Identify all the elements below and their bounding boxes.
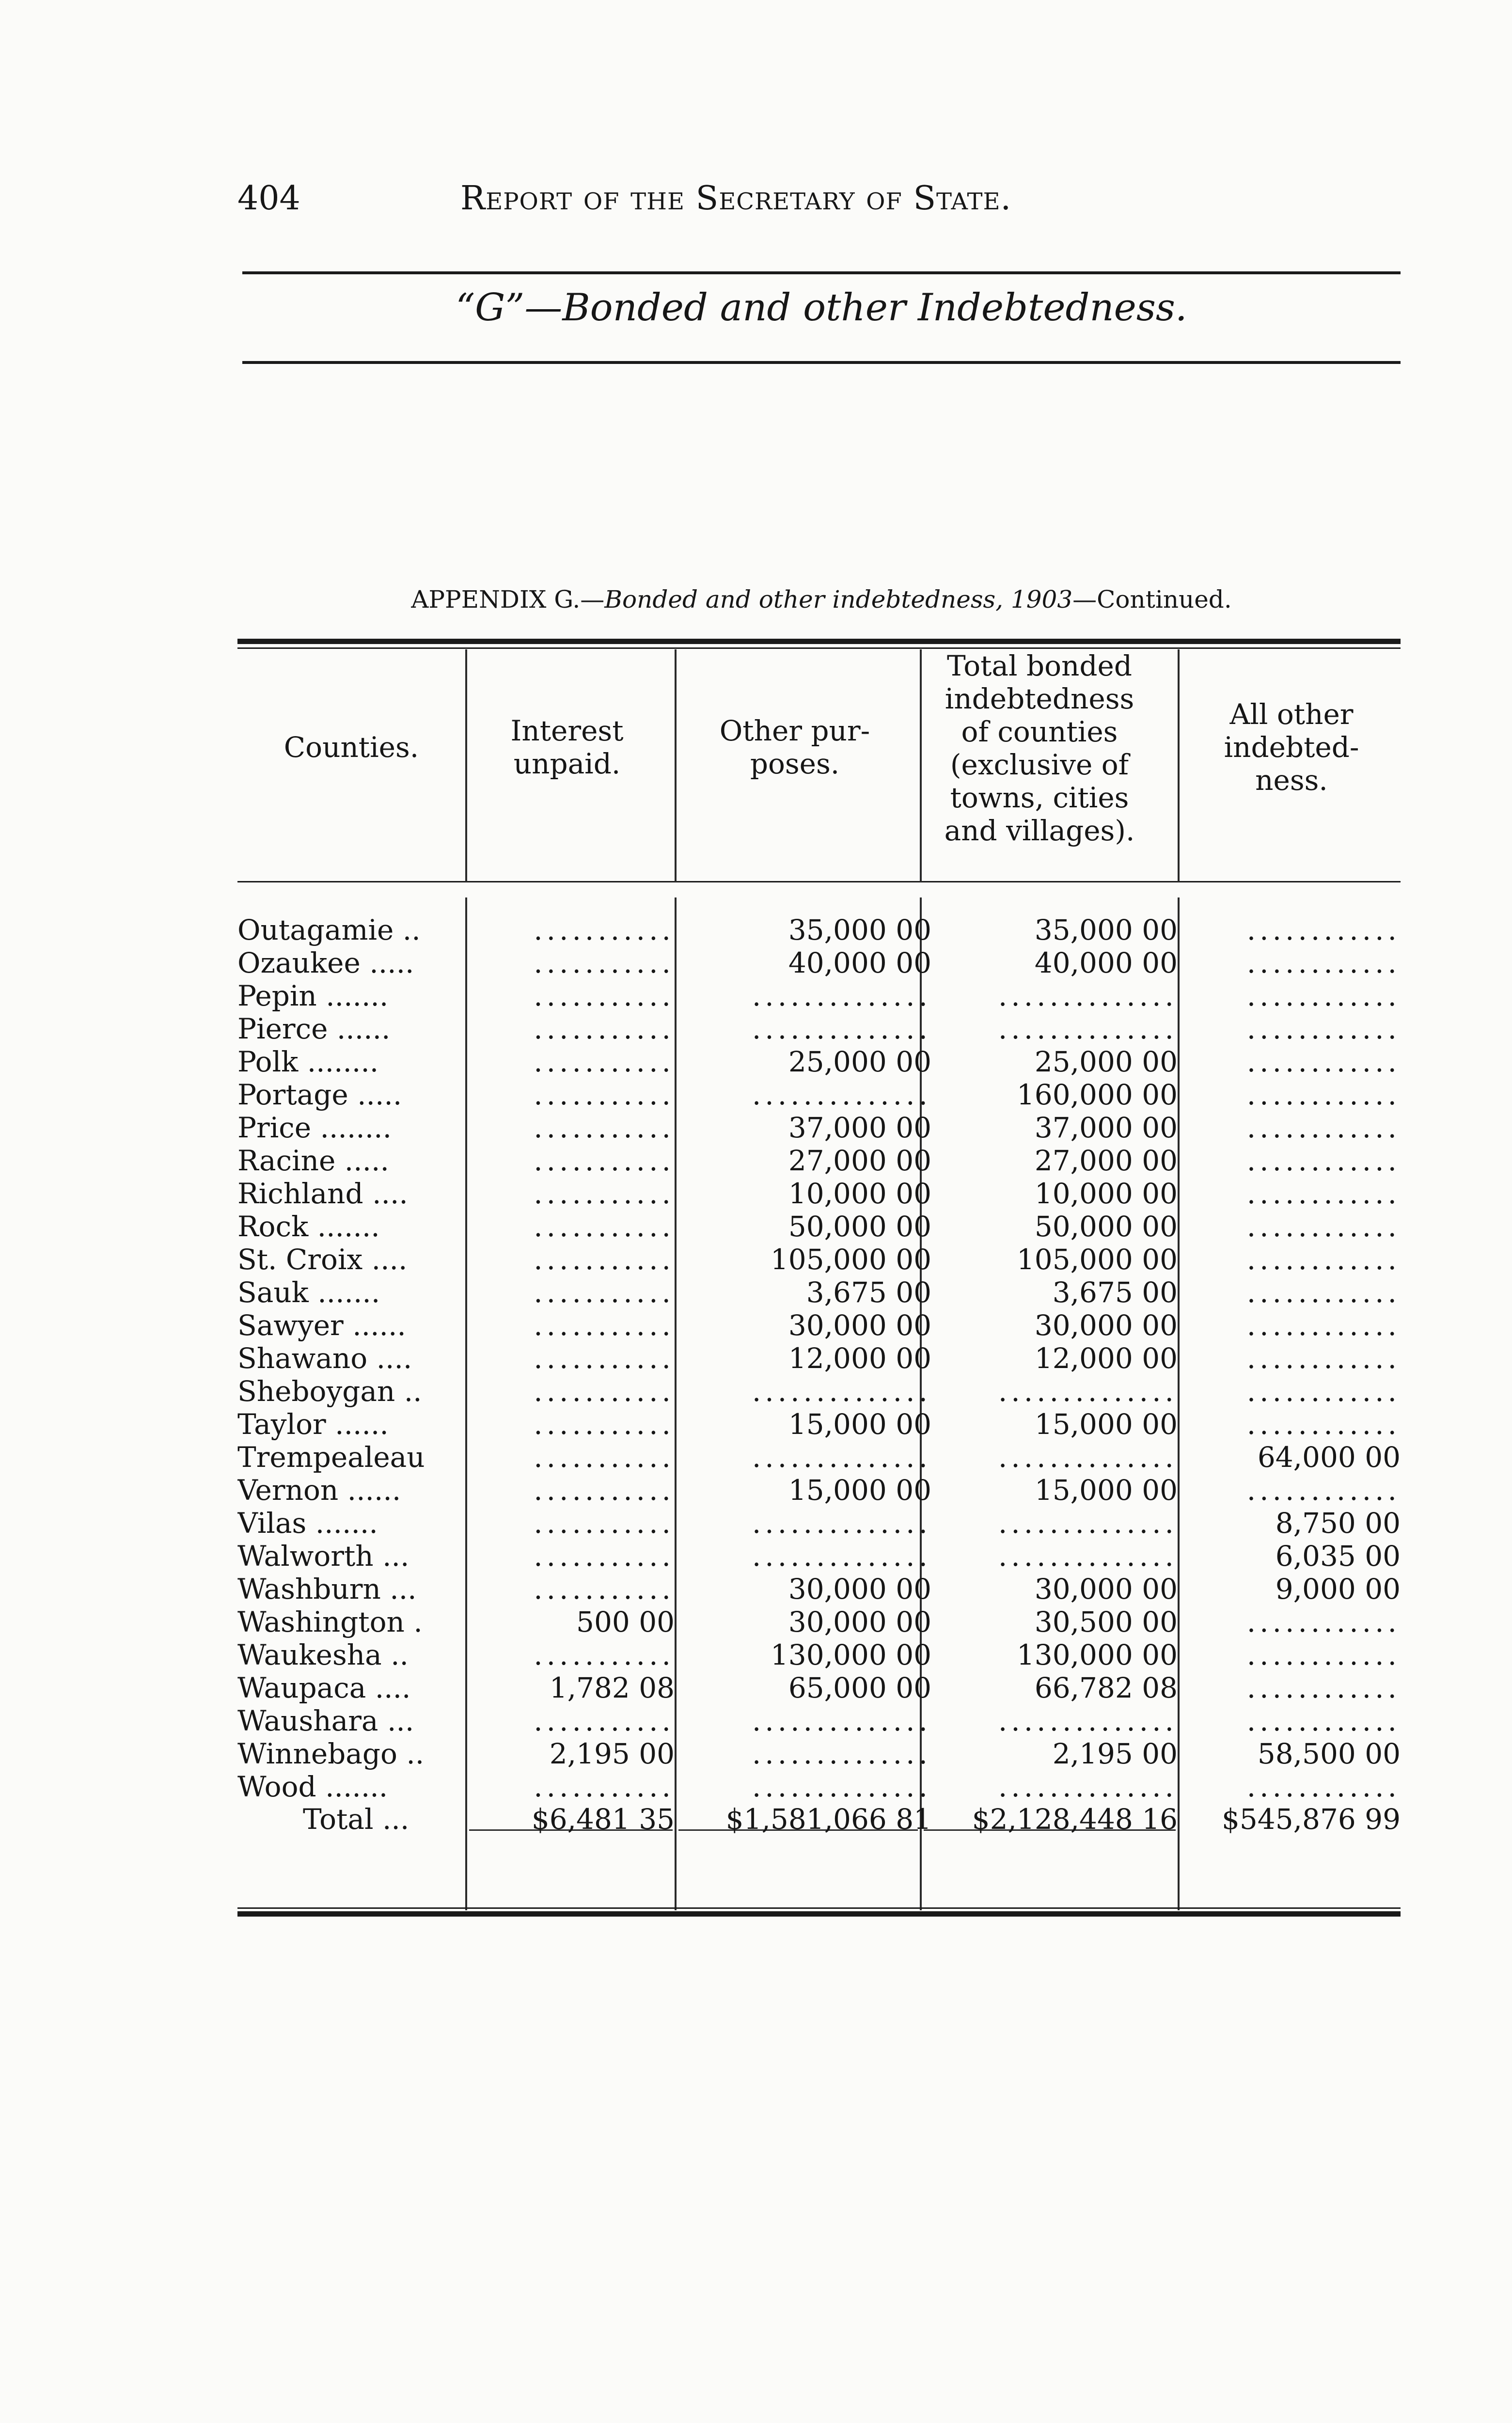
header-line: Other pur- [719, 714, 870, 747]
leader-dots: ............ [1246, 1243, 1401, 1276]
amount-cell: 50,000 00 [1034, 1210, 1178, 1243]
leader-dots: .............. [998, 1704, 1178, 1737]
county-name: Walworth ... [237, 1540, 410, 1573]
county-name: Sauk ....... [237, 1276, 380, 1309]
leader-dots: ............ [1246, 913, 1401, 946]
header-separator [237, 881, 1401, 882]
section-title: “G”—Bonded and other Indebtedness. [456, 286, 1187, 330]
county-name: Taylor ...... [237, 1408, 389, 1441]
amount-cell: 500 00 [576, 1605, 675, 1638]
county-name: Wood ....... [237, 1770, 388, 1803]
table-row [237, 1770, 1401, 1803]
leader-dots: .............. [752, 1012, 931, 1045]
total-all-other: $545,876 99 [1222, 1803, 1401, 1836]
leader-dots: .............. [752, 1770, 931, 1803]
table-row [237, 1078, 1401, 1111]
leader-dots: ........... [534, 1704, 675, 1737]
leader-dots: .............. [998, 1012, 1178, 1045]
leader-dots: ........... [534, 1474, 675, 1507]
leader-dots: ............ [1246, 1276, 1401, 1309]
leader-dots: ............ [1246, 1309, 1401, 1342]
county-name: Winnebago .. [237, 1737, 425, 1770]
amount-cell: 30,000 00 [1034, 1309, 1178, 1342]
leader-dots: ........... [534, 1638, 675, 1671]
leader-dots: ............ [1246, 1210, 1401, 1243]
leader-dots: ............ [1246, 1671, 1401, 1704]
header-line: Total bonded [947, 649, 1132, 682]
total-other-purposes: $1,581,066 81 [725, 1803, 931, 1836]
county-name: Price ........ [237, 1111, 392, 1144]
leader-dots: .............. [998, 1375, 1178, 1408]
leader-dots: .............. [998, 1507, 1178, 1540]
county-name: St. Croix .... [237, 1243, 408, 1276]
header-line: of counties [961, 715, 1118, 748]
column-header-counties [237, 731, 465, 764]
leader-dots: ............ [1246, 979, 1401, 1012]
leader-dots: .............. [998, 1441, 1178, 1474]
header-line: indebted- [1224, 731, 1359, 764]
table-row [237, 1111, 1401, 1144]
leader-dots: ............ [1246, 1111, 1401, 1144]
leader-dots: ........... [534, 1243, 675, 1276]
header-line: (exclusive of [950, 748, 1129, 781]
amount-cell: 12,000 00 [788, 1342, 931, 1375]
header-line: and villages). [944, 814, 1135, 847]
table-rule-top [237, 639, 1401, 644]
total-label [237, 1803, 465, 1836]
amount-cell: 160,000 00 [1016, 1078, 1178, 1111]
amount-cell: 130,000 00 [1016, 1638, 1178, 1671]
caption-italic: Bonded and other indebtedness, 1903 [604, 585, 1073, 614]
leader-dots: .............. [752, 1441, 931, 1474]
table-row [237, 1408, 1401, 1441]
table-row [237, 1243, 1401, 1276]
amount-cell: 25,000 00 [788, 1045, 931, 1078]
amount-cell: 6,035 00 [1275, 1540, 1401, 1573]
amount-cell: 9,000 00 [1275, 1573, 1401, 1605]
header-line: All other [1229, 698, 1354, 731]
leader-dots: ........... [534, 1177, 675, 1210]
amount-cell: 35,000 00 [788, 913, 931, 946]
total-row [237, 1803, 1401, 1836]
amount-cell: 30,500 00 [1034, 1605, 1178, 1638]
leader-dots: ........... [534, 979, 675, 1012]
leader-dots: .............. [752, 1704, 931, 1737]
amount-cell: 3,675 00 [1052, 1276, 1178, 1309]
county-name: Vernon ...... [237, 1474, 401, 1507]
leader-dots: .............. [752, 1375, 931, 1408]
leader-dots: ............ [1246, 1605, 1401, 1638]
leader-dots: ........... [534, 1012, 675, 1045]
amount-cell: 30,000 00 [788, 1605, 931, 1638]
leader-dots: ........... [534, 1540, 675, 1573]
county-name: Waushara ... [237, 1704, 414, 1737]
table-row [237, 1540, 1401, 1573]
header-line: poses. [750, 747, 840, 780]
county-name: Polk ........ [237, 1045, 379, 1078]
leader-dots: .............. [998, 1770, 1178, 1803]
county-name: Pierce ...... [237, 1012, 391, 1045]
leader-dots: ............ [1246, 1474, 1401, 1507]
amount-cell: 8,750 00 [1275, 1507, 1401, 1540]
header-line: indebtedness [945, 682, 1134, 715]
amount-cell: 15,000 00 [788, 1408, 931, 1441]
column-divider [1178, 649, 1180, 882]
county-name: Sawyer ...... [237, 1309, 406, 1342]
leader-dots: ........... [534, 1144, 675, 1177]
county-name: Richland .... [237, 1177, 408, 1210]
amount-cell: 50,000 00 [788, 1210, 931, 1243]
header-rule-bottom [242, 361, 1401, 364]
county-name: Portage ..... [237, 1078, 402, 1111]
column-header-other-purposes [678, 714, 911, 780]
table-row [237, 1276, 1401, 1309]
leader-dots: ........... [534, 1309, 675, 1342]
leader-dots: ........... [534, 1441, 675, 1474]
table-row [237, 913, 1401, 946]
amount-cell: 12,000 00 [1034, 1342, 1178, 1375]
table-row [237, 946, 1401, 979]
amount-cell: 64,000 00 [1257, 1441, 1401, 1474]
leader-dots: .............. [752, 1540, 931, 1573]
leader-dots: ........... [534, 1573, 675, 1605]
amount-cell: 15,000 00 [1034, 1474, 1178, 1507]
table-row [237, 979, 1401, 1012]
county-name: Washburn ... [237, 1573, 417, 1605]
amount-cell: 15,000 00 [788, 1474, 931, 1507]
table-row [237, 1474, 1401, 1507]
amount-cell: 37,000 00 [788, 1111, 931, 1144]
leader-dots: ............ [1246, 1638, 1401, 1671]
amount-cell: 30,000 00 [1034, 1573, 1178, 1605]
table-row [237, 1144, 1401, 1177]
amount-cell: 15,000 00 [1034, 1408, 1178, 1441]
leader-dots: ........... [534, 1111, 675, 1144]
column-header-all-other [1182, 698, 1401, 797]
amount-cell: 65,000 00 [788, 1671, 931, 1704]
amount-cell: 27,000 00 [1034, 1144, 1178, 1177]
county-name: Pepin ....... [237, 979, 389, 1012]
header-line: unpaid. [513, 747, 621, 780]
running-head: Report of the Secretary of State. [460, 179, 1012, 218]
leader-dots: ............ [1246, 1770, 1401, 1803]
caption-suffix: —Continued. [1072, 585, 1232, 614]
table-rule-top-thin [237, 647, 1401, 649]
amount-cell: 3,675 00 [806, 1276, 931, 1309]
table-row [237, 1671, 1401, 1704]
amount-cell: 1,782 08 [549, 1671, 675, 1704]
leader-dots: ........... [534, 1210, 675, 1243]
column-header-interest [468, 714, 666, 780]
leader-dots: ............ [1246, 1375, 1401, 1408]
table-rule-bottom-thin [237, 1907, 1401, 1909]
table-row [237, 1704, 1401, 1737]
county-name: Rock ....... [237, 1210, 380, 1243]
leader-dots: .............. [752, 1507, 931, 1540]
leader-dots: ........... [534, 1276, 675, 1309]
leader-dots: ............ [1246, 1177, 1401, 1210]
leader-dots: ........... [534, 1375, 675, 1408]
leader-dots: .............. [998, 979, 1178, 1012]
leader-dots: .............. [752, 1737, 931, 1770]
total-interest: $6,481 35 [531, 1803, 675, 1836]
amount-cell: 58,500 00 [1257, 1737, 1401, 1770]
caption-prefix: APPENDIX G.— [411, 585, 605, 614]
county-name: Shawano .... [237, 1342, 412, 1375]
leader-dots: ........... [534, 1045, 675, 1078]
table-row [237, 1342, 1401, 1375]
leader-dots: ........... [534, 1507, 675, 1540]
amount-cell: 25,000 00 [1034, 1045, 1178, 1078]
amount-cell: 66,782 08 [1034, 1671, 1178, 1704]
amount-cell: 105,000 00 [1016, 1243, 1178, 1276]
amount-cell: 30,000 00 [788, 1573, 931, 1605]
leader-dots: .............. [998, 1540, 1178, 1573]
leader-dots: ............ [1246, 1408, 1401, 1441]
county-name: Washington . [237, 1605, 423, 1638]
header-rule-top [242, 271, 1401, 274]
header-line: ness. [1255, 764, 1328, 797]
page-number: 404 [237, 179, 300, 218]
county-name: Racine ..... [237, 1144, 389, 1177]
table-row [237, 1177, 1401, 1210]
table-row [237, 1605, 1401, 1638]
table-row [237, 1737, 1401, 1770]
leader-dots: ............ [1246, 946, 1401, 979]
leader-dots: ........... [534, 1342, 675, 1375]
county-name: Outagamie .. [237, 913, 421, 946]
leader-dots: ............ [1246, 1078, 1401, 1111]
county-name: Ozaukee ..... [237, 946, 414, 979]
table-rule-bottom [237, 1911, 1401, 1917]
county-name: Waupaca .... [237, 1671, 411, 1704]
leader-dots: ............ [1246, 1342, 1401, 1375]
column-divider [465, 649, 467, 882]
page-header [237, 179, 1401, 237]
amount-cell: 40,000 00 [1034, 946, 1178, 979]
table-row [237, 1638, 1401, 1671]
county-name: Trempealeau [237, 1441, 425, 1474]
table-caption [242, 585, 1401, 614]
table-row [237, 1507, 1401, 1540]
leader-dots: .............. [752, 1078, 931, 1111]
table-row [237, 1441, 1401, 1474]
leader-dots: ............ [1246, 1012, 1401, 1045]
amount-cell: 2,195 00 [549, 1737, 675, 1770]
amount-cell: 35,000 00 [1034, 913, 1178, 946]
county-name: Waukesha .. [237, 1638, 409, 1671]
leader-dots: .............. [752, 979, 931, 1012]
county-name: Sheboygan .. [237, 1375, 422, 1408]
leader-dots: ............ [1246, 1144, 1401, 1177]
amount-cell: 10,000 00 [788, 1177, 931, 1210]
amount-cell: 2,195 00 [1052, 1737, 1178, 1770]
table-row [237, 1309, 1401, 1342]
total-label-text: Total ... [303, 1803, 410, 1836]
amount-cell: 105,000 00 [770, 1243, 931, 1276]
column-divider [920, 649, 922, 882]
amount-cell: 130,000 00 [770, 1638, 931, 1671]
amount-cell: 37,000 00 [1034, 1111, 1178, 1144]
table-row [237, 1012, 1401, 1045]
leader-dots: ........... [534, 1078, 675, 1111]
table-row [237, 1045, 1401, 1078]
leader-dots: ........... [534, 946, 675, 979]
amount-cell: 40,000 00 [788, 946, 931, 979]
leader-dots: ............ [1246, 1045, 1401, 1078]
leader-dots: ........... [534, 1770, 675, 1803]
amount-cell: 30,000 00 [788, 1309, 931, 1342]
leader-dots: ........... [534, 913, 675, 946]
header-line: Counties. [284, 731, 419, 764]
table-row [237, 1210, 1401, 1243]
total-bonded: $2,128,448 16 [972, 1803, 1178, 1836]
column-header-total-bonded [921, 649, 1158, 847]
header-line: Interest [510, 714, 624, 747]
table-row [237, 1573, 1401, 1605]
amount-cell: 10,000 00 [1034, 1177, 1178, 1210]
county-name: Vilas ....... [237, 1507, 378, 1540]
header-line: towns, cities [950, 781, 1129, 814]
table-row [237, 1375, 1401, 1408]
leader-dots: ........... [534, 1408, 675, 1441]
leader-dots: ............ [1246, 1704, 1401, 1737]
column-divider [675, 649, 677, 882]
amount-cell: 27,000 00 [788, 1144, 931, 1177]
